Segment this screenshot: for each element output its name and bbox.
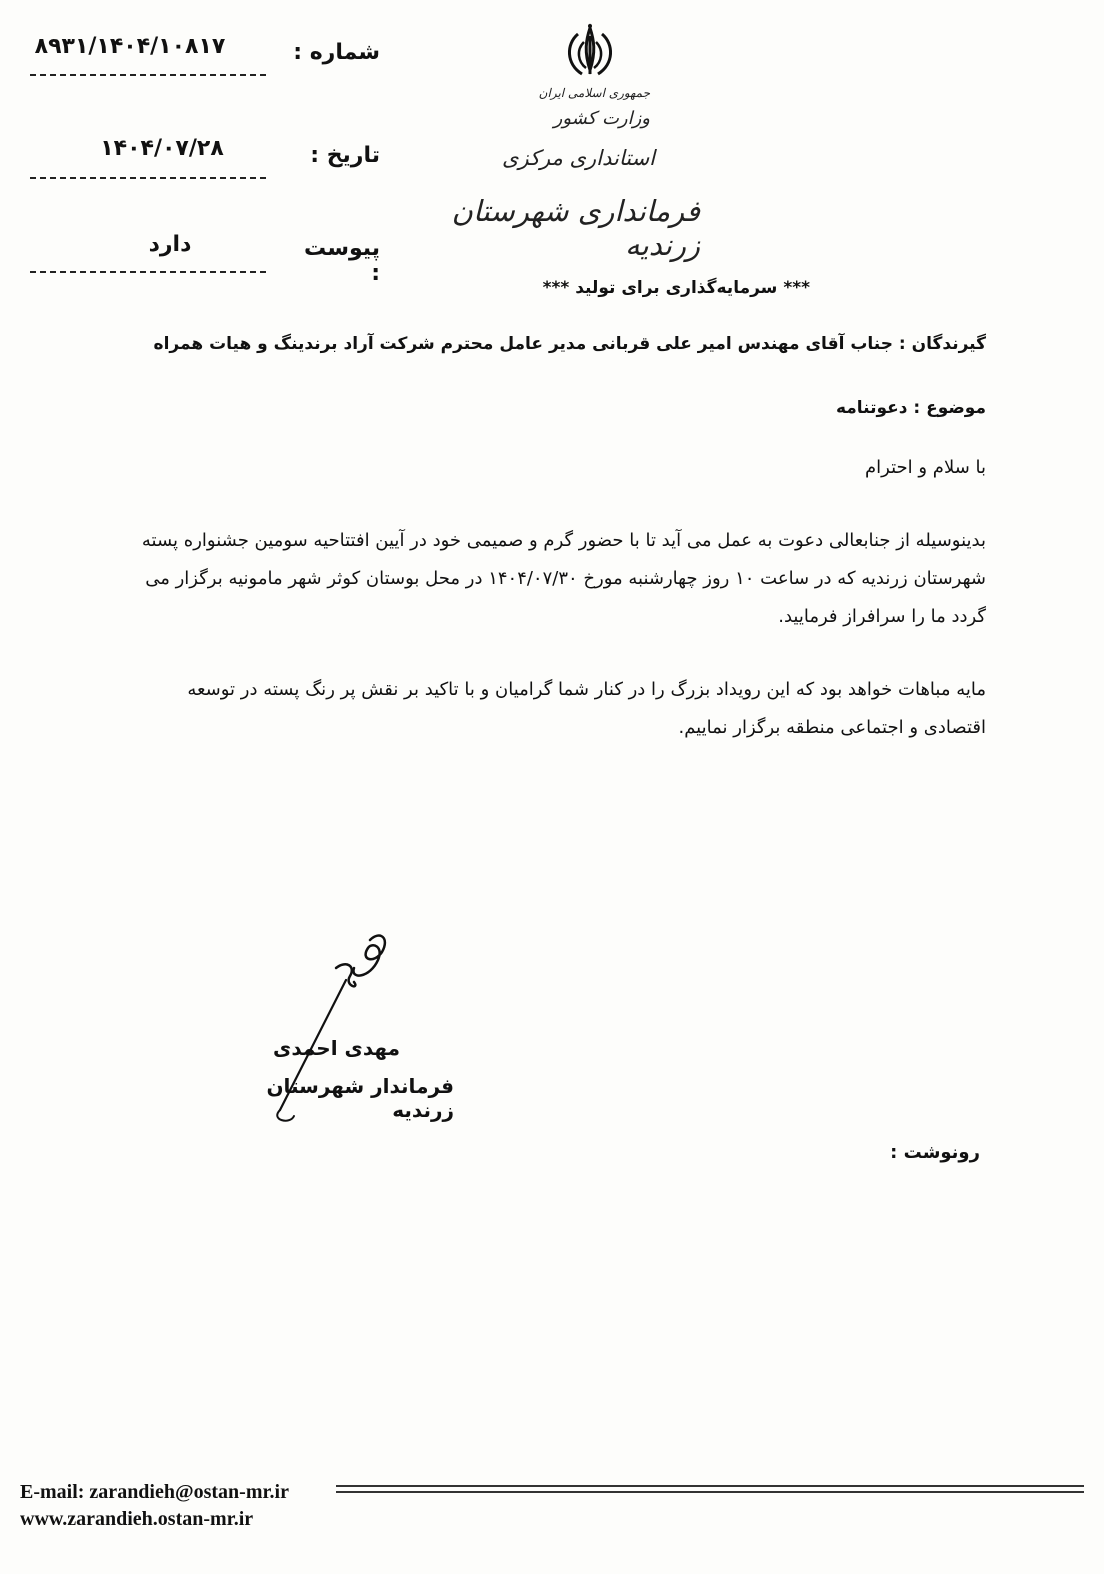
footer-website[interactable]: www.zarandieh.ostan-mr.ir	[20, 1508, 254, 1530]
footer-email[interactable]: E-mail: zarandieh@ostan-mr.ir	[20, 1481, 289, 1503]
attachment-value: دارد	[148, 232, 192, 257]
number-label: شماره :	[293, 40, 380, 65]
footer-rule-bottom	[336, 1491, 1084, 1493]
attachment-label: پیوست :	[304, 236, 380, 286]
number-value: ۸۹۳۱/۱۴۰۴/۱۰۸۱۷	[34, 34, 226, 59]
iran-emblem-icon	[560, 22, 620, 84]
date-value: ۱۴۰۴/۰۷/۲۸	[100, 136, 224, 161]
letterhead-republic: جمهوری اسلامی ایران	[538, 86, 650, 100]
subject-line: موضوع : دعوتنامه	[835, 398, 986, 418]
cc-label: رونوشت :	[890, 1142, 980, 1163]
date-underline	[30, 177, 266, 179]
footer-rule-top	[336, 1485, 1084, 1487]
letterhead-governorate: فرمانداری شهرستان زرندیه	[451, 194, 700, 262]
number-underline	[30, 74, 266, 76]
letterhead-province: استانداری مرکزی	[502, 146, 655, 170]
greeting: با سلام و احترام	[865, 457, 986, 478]
body-paragraph-1: بدینوسیله از جنابعالی دعوت به عمل می آید تا با حضور گرم و صمیمی خود در آیین افتتاحیه سومین جشنواره پسته شهرستان زرندیه که در ساعت ۱۰ روز چهارشنبه مورخ ۱۴۰۴/۰۷/۳۰ در محل بوستان کوثر شهر مامونیه برگزار می گردد ما را سرافراز فرمایید.	[141, 530, 986, 627]
letterhead-ministry: وزارت کشور	[553, 108, 650, 129]
body-paragraph-2: مایه مباهات خواهد بود که این رویداد بزرگ را در کنار شما گرامیان و با تاکید بر نقش پر رنگ پسته در توسعه اقتصادی و اجتماعی منطقه برگزار نماییم.	[187, 679, 986, 738]
attachment-underline	[30, 271, 266, 273]
date-label: تاریخ :	[310, 143, 380, 168]
signer-title: فرماندار شهرستان زرندیه	[266, 1074, 454, 1122]
slogan: *** سرمایه‌گذاری برای تولید ***	[542, 278, 810, 298]
recipient-line: گیرندگان : جناب آقای مهندس امیر علی قربانی مدیر عامل محترم شرکت آراد برندینگ و هیات همراه	[153, 334, 986, 354]
signer-name: مهدی احمدی	[273, 1036, 400, 1060]
